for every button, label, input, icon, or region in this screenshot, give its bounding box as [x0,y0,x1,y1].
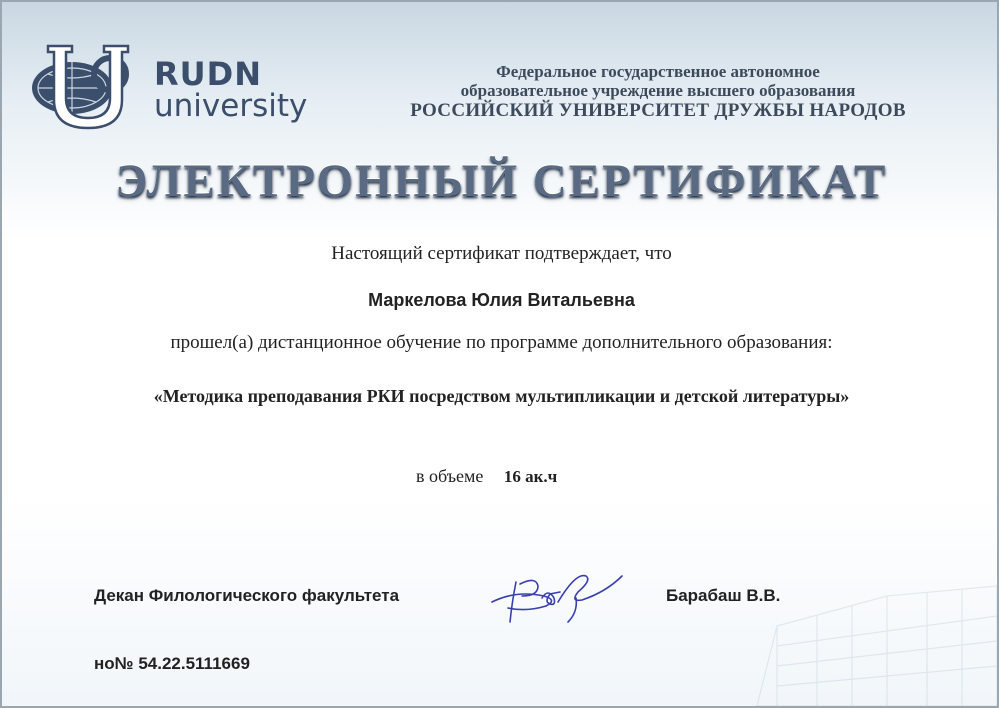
org-line-1: Федеральное государственное автономное [496,62,820,81]
program-name: «Методика преподавания РКИ посредством мультипликации и детской литературы» [153,386,850,406]
volume-label: в объеме [416,466,484,486]
signatory-position: Декан Филологического факультета [94,586,400,605]
org-line-3: РОССИЙСКИЙ УНИВЕРСИТЕТ ДРУЖБЫ НАРОДОВ [410,100,906,121]
rudn-logo-icon [28,42,136,132]
signatory-name: Барабаш В.В. [666,586,781,605]
certificate-title: ЭЛЕКТРОННЫЙ СЕРТИФИКАТ [115,155,888,207]
volume-value: 16 ак.ч [503,467,558,486]
organization-header [358,62,958,122]
rudn-wordmark [154,55,308,124]
org-line-2: образовательное учреждение высшего образования [460,81,856,100]
brand-line-2: university [154,88,308,124]
completion-text: прошел(а) дистанционное обучение по программе дополнительного образования: [170,332,833,353]
signature-icon [486,562,626,634]
registration-number: но№ 54.22.5111669 [94,654,250,673]
intro-text: Настоящий сертификат подтверждает, что [331,243,672,264]
recipient-name: Маркелова Юлия Витальевна [368,290,635,310]
volume-row [416,466,557,487]
brand-line-1: RUDN [154,55,262,93]
